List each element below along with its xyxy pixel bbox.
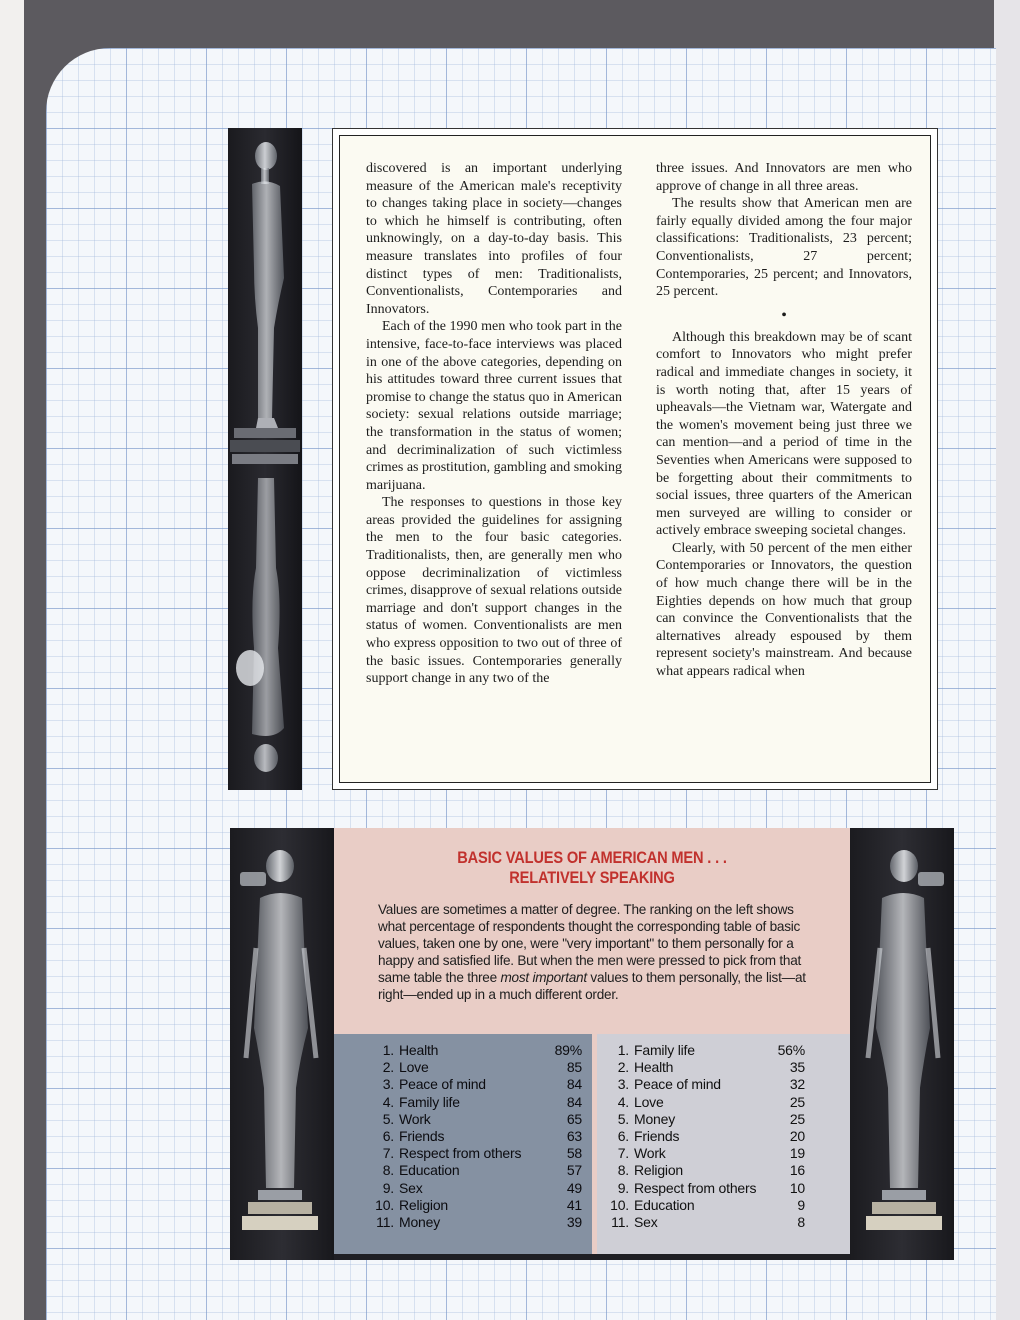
very-important-list [374,1042,582,1231]
rank-value: 85 [566,1059,582,1076]
rank-number: 8. [382,1162,394,1179]
page-margin-left [0,0,24,1320]
rank-number: 9. [617,1179,629,1196]
rank-label: Work [634,1145,666,1162]
rank-label: Work [399,1110,431,1127]
rank-number: 9. [382,1179,394,1196]
rank-label: Friends [634,1127,680,1144]
rank-number: 4. [617,1093,629,1110]
article-paragraph: The responses to questions in those key areas provided the guidelines for assigning the men to the four basic categories. Traditionalists, then, are generally men who oppose decriminalization of victimless crimes, disapprove of sexual relations outside marriage and don't support changes in the status of women. Conventionalists are men who express opposition to two out of three of the basic issues. Contemporaries generally support change in any two of the [366,495,622,687]
glass-figure-right-photo [850,828,954,1260]
ranking-row [609,1076,805,1093]
rank-label: Sex [634,1213,658,1230]
rank-value: 10 [789,1179,805,1196]
glass-figure-photo [228,128,302,790]
ranking-row [374,1145,582,1162]
rank-value: 16 [789,1162,805,1179]
intro-text-part-2: values to them personally, the list—at right—ended up in a much different order. [378,970,806,1002]
rank-number: 5. [617,1110,629,1127]
rank-value: 84 [566,1093,582,1110]
values-panel [230,828,954,1260]
ranking-row [374,1076,582,1093]
rank-label: Respect from others [399,1145,522,1162]
rank-number: 3. [382,1076,394,1093]
article-left-column [366,160,622,688]
rank-number: 7. [382,1145,394,1162]
rank-number: 7. [617,1145,629,1162]
rank-label: Sex [399,1179,423,1196]
rank-value: 58 [566,1145,582,1162]
rank-number: 4. [382,1093,394,1110]
rank-number: 2. [617,1059,629,1076]
rank-value: 20 [789,1127,805,1144]
rank-label: Religion [634,1162,683,1179]
rank-label: Health [399,1042,439,1058]
rank-label: Money [399,1213,441,1230]
glass-figure-illustration [228,128,302,790]
rank-number: 8. [617,1162,629,1179]
ranking-row [609,1197,805,1214]
ranking-row [609,1059,805,1076]
ranking-row [374,1042,582,1059]
article-right-column [656,160,912,681]
ranking-row [609,1042,805,1059]
rank-value: 89% [554,1042,582,1058]
rank-value: 56% [777,1042,805,1058]
rank-label: Health [634,1059,674,1076]
ranking-row [609,1111,805,1128]
rank-number: 10. [375,1196,394,1213]
rank-number: 3. [617,1076,629,1093]
rank-number: 1. [617,1042,629,1058]
most-important-list [609,1042,805,1231]
rank-value: 9 [797,1196,805,1213]
values-box-title [370,848,814,888]
ranking-row [374,1180,582,1197]
rank-number: 5. [382,1110,394,1127]
rank-label: Family life [399,1093,460,1110]
rank-value: 65 [566,1110,582,1127]
ranking-row [609,1094,805,1111]
article-paragraph: Clearly, with 50 percent of the men either Contemporaries or Innovators, the question of how much change there will be in the Eighties depends on how much that group can convince the Conventionalists that the alternatives already espoused by them represent society's mainstream. And because what appears radical when [656,540,912,680]
rank-label: Education [634,1196,695,1213]
rank-label: Family life [634,1042,695,1058]
ranking-row [609,1180,805,1197]
most-important-ranking [597,1034,850,1254]
intro-emphasis: most important [500,970,587,985]
glass-figure-left-photo [230,828,334,1260]
rank-value: 49 [566,1179,582,1196]
values-box-intro [378,901,818,1003]
section-separator-bullet: • [781,306,787,324]
ranking-row [374,1197,582,1214]
rank-label: Love [634,1093,664,1110]
rank-value: 35 [789,1059,805,1076]
rank-label: Money [634,1110,676,1127]
glass-figure-right-illustration [850,828,954,1260]
page-margin-right [994,0,1020,1320]
ranking-row [374,1162,582,1179]
rank-value: 41 [566,1196,582,1213]
article-inner-frame [339,135,931,783]
article-box [332,128,938,790]
ranking-row [374,1094,582,1111]
article-paragraph: three issues. And Innovators are men who approve of change in all three areas. [656,161,912,194]
rank-value: 32 [789,1076,805,1093]
ranking-row [609,1214,805,1231]
rank-number: 6. [617,1127,629,1144]
rank-value: 63 [566,1127,582,1144]
rank-number: 1. [382,1042,394,1058]
rank-number: 6. [382,1127,394,1144]
ranking-row [609,1145,805,1162]
rank-label: Friends [399,1127,445,1144]
rank-label: Peace of mind [634,1076,721,1093]
ranking-row [609,1162,805,1179]
values-title-line-2: RELATIVELY SPEAKING [509,868,675,887]
very-important-ranking [334,1034,592,1254]
article-paragraph: Each of the 1990 men who took part in the intensive, face-to-face interviews was placed in one of the above categories, depending on his attitudes toward three current issues that promise to change the status quo in American society: sexual relations outside marriage; the transformation in the status of women; and decriminalization of such victimless crimes as prostitution, gambling and smoking marijuana. [366,319,622,493]
ranking-row [374,1111,582,1128]
rank-label: Religion [399,1196,448,1213]
rank-number: 11. [376,1213,394,1230]
rank-number: 2. [382,1059,394,1076]
rank-label: Education [399,1162,460,1179]
intro-text-part-1: Values are sometimes a matter of degree. The ranking on the left shows what percentage of respondents thought the corresponding table of basic values, taken one by one, were "very important" to them personally for a happy and satisfied life. But when the men were pressed to pick from that same table the three [378,902,802,985]
rank-value: 39 [566,1213,582,1230]
article-paragraph: Although this breakdown may be of scant comfort to Innovators who might prefer radical and immediate changes in society, it is worth noting that, after 15 years of upheavals—the Vietnam war, Watergate and the women's movement being just three we can mention—and a period of time in the Seventies when Americans were supposed to be forgetting about their commitments to social issues, three quarters of the American men surveyed are willing to consider or actively embrace sweeping societal changes. [656,329,912,539]
rank-number: 10. [610,1196,629,1213]
rank-value: 57 [566,1162,582,1179]
rank-number: 11. [611,1213,629,1230]
rank-value: 25 [789,1110,805,1127]
rank-label: Peace of mind [399,1076,486,1093]
basic-values-box [334,828,850,1254]
rank-value: 8 [797,1213,805,1230]
rank-label: Respect from others [634,1179,757,1196]
article-paragraph: The results show that American men are fairly equally divided among the four major classifications: Traditionalists, 23 percent; Conventionalists, 27 percent; Contemporaries, 25 percent; and Innovators, 25 percent. [656,196,912,300]
ranking-row [374,1128,582,1145]
rank-value: 25 [789,1093,805,1110]
ranking-row [374,1214,582,1231]
rank-value: 84 [566,1076,582,1093]
article-paragraph: discovered is an important underlying measure of the American male's receptivity to changes taking place in society—changes to which he himself is contributing, often unknowingly, on a day-to-day basis. This measure translates into profiles of four distinct types of men: Traditionalists, Conventionalists, Contemporaries and Innovators. [366,161,622,317]
ranking-row [609,1128,805,1145]
rank-label: Love [399,1059,429,1076]
glass-figure-left-illustration [230,828,334,1260]
values-title-line-1: BASIC VALUES OF AMERICAN MEN . . . [457,848,727,867]
ranking-row [374,1059,582,1076]
rank-value: 19 [789,1145,805,1162]
